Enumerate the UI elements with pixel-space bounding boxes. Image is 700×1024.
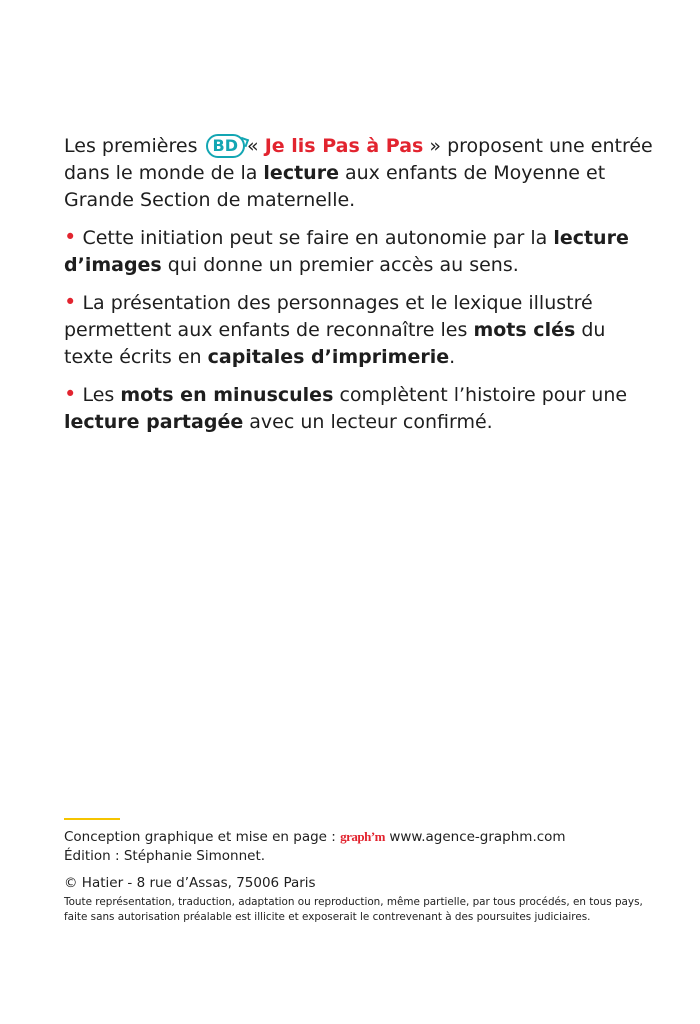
design-label: Conception graphique et mise en page :	[64, 829, 336, 845]
intro-text-2: » proposent une entrée dans le monde de la	[64, 135, 653, 184]
bullet1-bold: lecture d’images	[64, 227, 629, 276]
bullet-paragraph-2	[64, 289, 654, 371]
bullet3-bold-1: mots en minuscules	[120, 384, 334, 406]
bullet2-text-3: .	[449, 346, 456, 368]
bullet2-text-2: du texte écrits en	[64, 319, 606, 368]
footer-credits	[64, 827, 664, 925]
intro-text-1: Les premières	[64, 135, 198, 157]
bullet3-text-3: avec un lecteur confirmé.	[249, 411, 493, 433]
open-quote: «	[247, 135, 259, 157]
bullet-paragraph-3	[64, 381, 654, 436]
copyright-line: © Hatier - 8 rue d’Assas, 75006 Paris	[64, 875, 316, 891]
intro-text-3: aux enfants de Moyenne et Grande Section de maternelle.	[64, 162, 606, 211]
graphm-logo: graph’m	[340, 829, 386, 844]
legal-notice: Toute représentation, traduction, adaptation ou reproduction, même partielle, par tous procédés, en tous pays, faite sans autorisation préalable est illicite et exposerait le contrevenant à des poursuites judiciaires.	[64, 896, 643, 923]
bullet3-text-1: Les	[82, 384, 115, 406]
bullet-icon: •	[64, 225, 77, 249]
bullet1-text-1: Cette initiation peut se faire en autonomie par la	[82, 227, 548, 249]
intro-bold-lecture: lecture	[263, 162, 339, 184]
intro-paragraph	[64, 133, 654, 214]
series-name: Je lis Pas à Pas	[264, 135, 424, 157]
bullet-icon: •	[64, 382, 77, 406]
bullet3-text-2: complètent l’histoire pour une	[339, 384, 628, 406]
bullet-icon: •	[64, 290, 77, 314]
bullet2-bold-1: mots clés	[473, 319, 576, 341]
bullet1-text-2: qui donne un premier accès au sens.	[167, 254, 519, 276]
bullet2-text-1: La présentation des personnages et le lexique illustré permettent aux enfants de reconnaître les	[64, 292, 593, 341]
bullet2-bold-2: capitales d’imprimerie	[207, 346, 450, 368]
bullet3-bold-2: lecture partagée	[64, 411, 244, 433]
footer-divider	[64, 818, 120, 820]
bd-speech-bubble-icon: BD	[206, 134, 245, 158]
edition-credit: Édition : Stéphanie Simonnet.	[64, 848, 266, 864]
design-url: www.agence-graphm.com	[389, 829, 566, 845]
main-text	[64, 133, 654, 446]
design-credit	[64, 827, 664, 847]
bullet-paragraph-1	[64, 224, 654, 279]
